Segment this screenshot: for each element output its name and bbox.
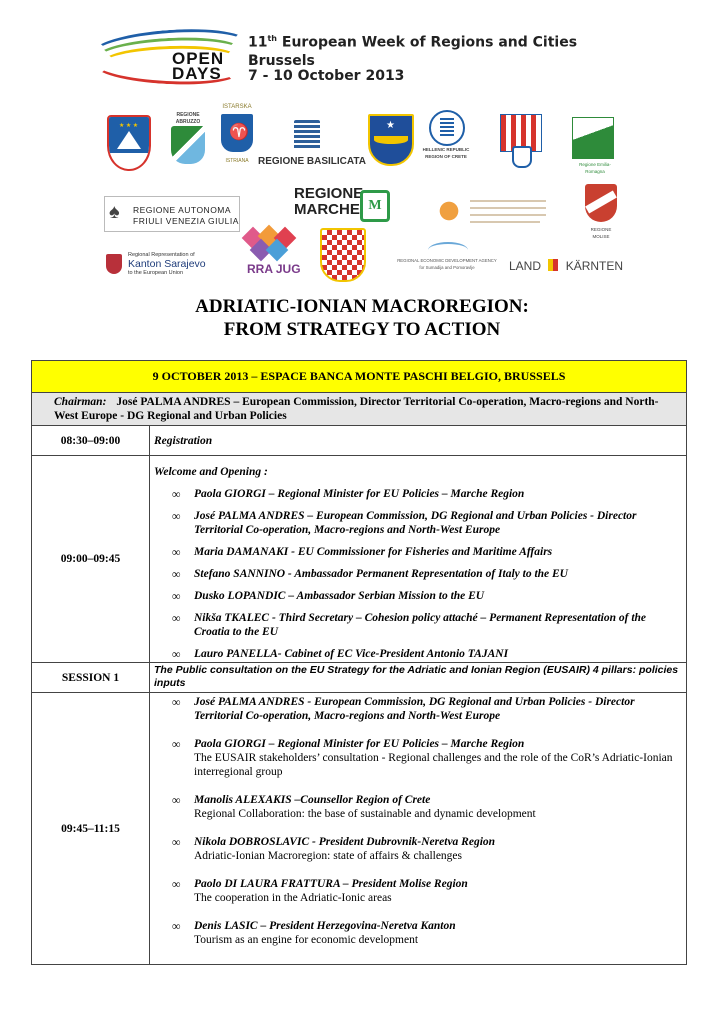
registration-row	[32, 426, 687, 456]
crete-agency-logo	[432, 194, 552, 230]
sumadija-agency-logo	[388, 240, 506, 274]
welcome-speaker-list	[150, 487, 686, 661]
session-speaker-list	[150, 695, 686, 947]
session-label: SESSION 1	[32, 663, 150, 693]
molise-shield-icon	[585, 184, 617, 222]
speaker-name: Denis LASIC – President Herzegovina-Neretva Kanton	[194, 920, 456, 932]
date-header-row	[32, 361, 687, 393]
speaker-item	[150, 545, 686, 559]
session-title: The Public consultation on the EU Strategy for the Adriatic and Ionian Region (EUSAIR) 4 pillars: policies inputs	[150, 663, 687, 693]
sarajevo-label-2: Kanton Sarajevo	[128, 258, 206, 270]
date-header: 9 OCTOBER 2013 – ESPACE BANCA MONTE PASCHI BELGIO, BRUSSELS	[32, 361, 687, 393]
speaker-name: Lauro PANELLA- Cabinet of EC Vice-President Antonio TAJANI	[194, 648, 509, 660]
session-time: 09:45–11:15	[32, 693, 150, 965]
banner-title-rest: European Week of Regions and Cities	[277, 34, 578, 51]
karnten-left-label: LAND	[509, 259, 542, 273]
registration-label: Registration	[150, 426, 687, 456]
bullet-icon: ∞	[172, 793, 181, 807]
bullet-icon: ∞	[172, 589, 181, 603]
speaker-item	[150, 877, 686, 905]
istarska-bottom-label: ISTRIANA	[225, 158, 249, 164]
speaker-name: Manolis ALEXAKIS –Counsellor Region of Crete	[194, 794, 431, 806]
welcome-row	[32, 456, 687, 663]
speaker-topic: Adriatic-Ionian Macroregion: state of affairs & challenges	[194, 850, 463, 862]
speaker-name: Paolo DI LAURA FRATTURA – President Molise Region	[194, 878, 468, 890]
bullet-icon: ∞	[172, 567, 181, 581]
speaker-topic: Tourism as an engine for economic development	[194, 934, 419, 946]
speaker-item	[150, 647, 686, 661]
speaker-name: Paola GIORGI – Regional Minister for EU Policies – Marche Region	[194, 738, 525, 750]
region-of-crete-logo	[420, 110, 472, 164]
registration-time: 08:30–09:00	[32, 426, 150, 456]
speaker-name: Stefano SANNINO - Ambassador Permanent Representation of Italy to the EU	[194, 568, 568, 580]
bullet-icon: ∞	[172, 877, 181, 891]
karnten-right-label: KÄRNTEN	[565, 259, 624, 273]
crete-agency-icon	[432, 196, 466, 226]
bullet-icon: ∞	[172, 835, 181, 849]
rra-jug-logo	[241, 226, 299, 282]
document-title-line-2: FROM STRATEGY TO ACTION	[223, 319, 501, 340]
abruzzo-shield-icon	[171, 126, 205, 164]
speaker-item	[150, 793, 686, 821]
land-karnten-logo	[509, 259, 627, 277]
bullet-icon: ∞	[172, 509, 181, 523]
bullet-icon: ∞	[172, 737, 181, 751]
speaker-topic: The cooperation in the Adriatic-Ionic areas	[194, 892, 392, 904]
speaker-topic: The EUSAIR stakeholders’ consultation - Regional challenges and the role of the CoR’s Adriatic-Ionian interregional group	[194, 752, 673, 778]
speaker-name: Dusko LOPANDIC – Ambassador Serbian Mission to the EU	[194, 590, 485, 602]
fvg-label-1: REGIONE AUTONOMA	[133, 205, 232, 215]
emilia-romagna-logo	[570, 117, 620, 174]
document-title-line-1: ADRIATIC-IONIAN MACROREGION:	[195, 296, 529, 317]
marche-label-2: MARCHE	[294, 201, 360, 218]
bullet-icon: ∞	[172, 487, 181, 501]
speaker-item	[150, 737, 686, 779]
marche-logo	[294, 186, 390, 224]
bullet-icon: ∞	[172, 919, 181, 933]
molise-logo	[583, 184, 619, 239]
bullet-icon: ∞	[172, 611, 181, 625]
basilicata-logo	[258, 120, 366, 168]
sumadija-label-1: REGIONAL ECONOMIC DEVELOPMENT AGENCY	[397, 258, 497, 263]
open-days-banner	[88, 22, 658, 92]
chairman-cell	[32, 393, 687, 426]
istarska-logo	[218, 104, 256, 168]
programme-table	[31, 360, 687, 965]
session-speakers-row	[32, 693, 687, 965]
banner-title	[248, 34, 577, 51]
basilicata-shield-icon	[294, 120, 320, 150]
bullet-icon: ∞	[172, 647, 181, 661]
open-days-word-1: OPEN	[172, 49, 225, 68]
speaker-item	[150, 509, 686, 537]
eagle-icon: ♠	[109, 201, 120, 223]
bullet-icon: ∞	[172, 545, 181, 559]
dubrovnik-neretva-logo	[368, 114, 414, 166]
emilia-label: Regione Emilia-Romagna	[579, 162, 611, 174]
bullet-icon: ∞	[172, 695, 181, 709]
star-icon: ★	[386, 120, 395, 131]
session-row	[32, 663, 687, 693]
speaker-item	[150, 695, 686, 723]
banner-city: Brussels	[248, 53, 315, 69]
kanton-sarajevo-logo	[106, 252, 236, 276]
crete-seal-icon	[429, 110, 465, 146]
karnten-flag-icon	[548, 259, 558, 271]
speaker-item	[150, 487, 686, 501]
molise-label: REGIONE MOLISE	[590, 227, 612, 239]
sarajevo-label-1: Regional Representation of	[128, 252, 195, 258]
speaker-name: José PALMA ANDRES - European Commission, DG Regional and Urban Policies - Director Territorial Co-operation, Macro-regions and North-West Europe	[194, 696, 635, 722]
session-speakers-cell	[150, 693, 687, 965]
sarajevo-shield-icon	[106, 254, 122, 274]
friuli-venezia-giulia-logo	[104, 196, 240, 232]
edition-number: 11	[248, 34, 268, 51]
speaker-item	[150, 567, 686, 581]
rra-jug-label: RRA JUG	[247, 262, 301, 276]
banner-dates: 7 - 10 October 2013	[248, 68, 405, 84]
chairman-row	[32, 393, 687, 426]
welcome-time: 09:00–09:45	[32, 456, 150, 663]
croatia-checkerboard-logo	[320, 228, 366, 282]
speaker-name: Nikša TKALEC - Third Secretary – Cohesion policy attaché – Permanent Representation of the Croatia to the EU	[194, 612, 647, 638]
fvg-label-2: FRIULI VENEZIA GIULIA	[133, 216, 239, 226]
abruzzo-label: REGIONE ABRUZZO	[175, 112, 201, 125]
open-days-word-2: DAYS	[172, 64, 222, 83]
speaker-name: Maria DAMANAKI - EU Commissioner for Fisheries and Maritime Affairs	[194, 546, 553, 558]
crete-label-1: HELLENIC REPUBLIC	[422, 147, 470, 152]
chairman-text: José PALMA ANDRES – European Commission, Director Territorial Co-operation, Macro-regions and North-West Europe - DG Regional and Urban Policies	[54, 396, 659, 422]
green-square-icon	[572, 117, 614, 159]
istarska-top-label: ISTARSKA	[222, 104, 252, 110]
speaker-item	[150, 611, 686, 639]
marche-label-1: REGIONE	[294, 185, 364, 202]
edition-suffix: th	[267, 34, 278, 43]
sarajevo-label-3: to the European Union	[128, 270, 184, 276]
chairman-label: Chairman:	[54, 396, 107, 408]
slovenia-coat-of-arms-logo	[107, 115, 151, 171]
abruzzo-logo	[167, 112, 209, 168]
castle-icon	[512, 146, 532, 168]
speaker-name: Paola GIORGI – Regional Minister for EU Policies – Marche Region	[194, 488, 525, 500]
basilicata-label: REGIONE BASILICATA	[258, 156, 366, 167]
speaker-topic: Regional Collaboration: the base of sustainable and dynamic development	[194, 808, 536, 820]
arc-icon	[428, 242, 468, 258]
speaker-item	[150, 835, 686, 863]
welcome-cell	[150, 456, 687, 663]
sumadija-label-2: for Sumadija and Pomoravlje	[419, 265, 475, 270]
welcome-heading: Welcome and Opening :	[154, 466, 268, 478]
crete-label-2: REGION OF CRETE	[425, 154, 467, 159]
marche-m-icon: M	[360, 190, 390, 222]
speaker-item	[150, 589, 686, 603]
stars-icon: ★ ★ ★	[119, 123, 139, 129]
speaker-name: Nikola DOBROSLAVIC - President Dubrovnik-Neretva Region	[194, 836, 496, 848]
speaker-item	[150, 919, 686, 947]
herzegovina-neretva-logo	[498, 112, 542, 166]
goat-shield-icon: ♈	[221, 114, 253, 152]
speaker-name: José PALMA ANDRES – European Commission, DG Regional and Urban Policies - Director Territorial Co-operation, Macro-regions and North-West Europe	[194, 510, 637, 536]
